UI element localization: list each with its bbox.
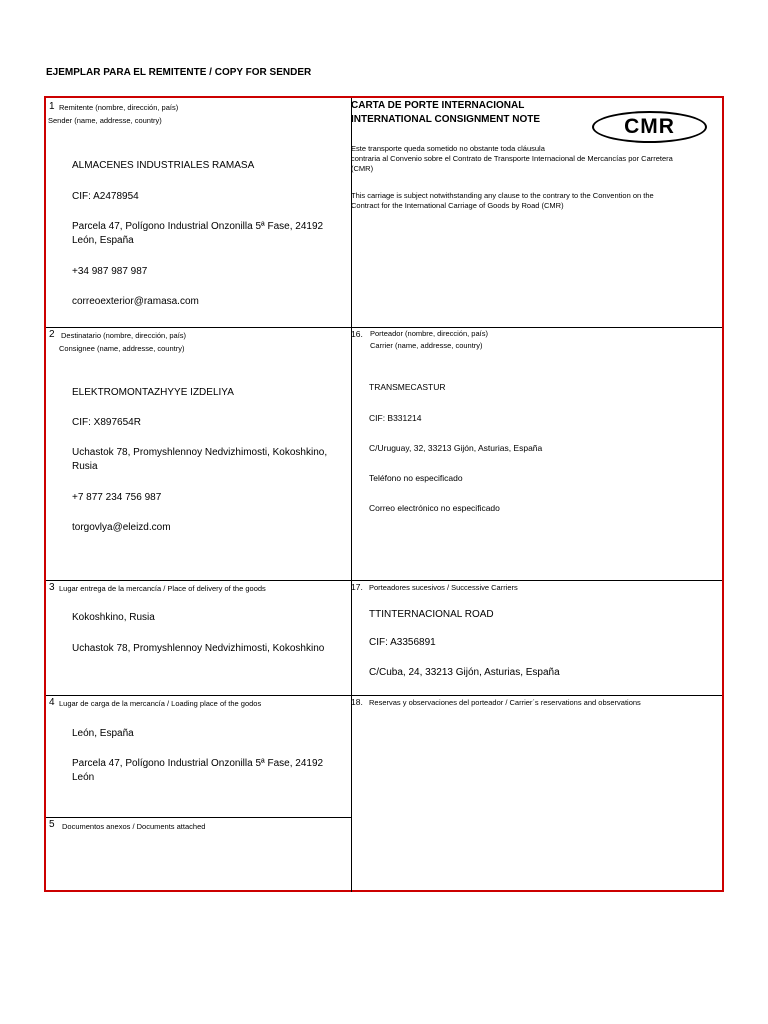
row-divider [46, 695, 722, 696]
page-header: EJEMPLAR PARA EL REMITENTE / COPY FOR SENDER [46, 67, 312, 78]
carrier-cif: CIF: B331214 [369, 413, 422, 423]
sender-address-line-1: Parcela 47, Polígono Industrial Onzonilla 5ª Fase, 24192 [72, 221, 324, 232]
loading-number: 4 [49, 697, 55, 708]
documents-number: 5 [49, 819, 55, 830]
documents-label: Documentos anexos / Documents attached [62, 822, 206, 831]
consignee-number: 2 [49, 329, 55, 340]
row-divider [46, 327, 722, 328]
reservations-number: 18. [351, 697, 363, 707]
consignee-label-es: Destinatario (nombre, dirección, país) [61, 331, 187, 340]
consignee-email: torgovlya@eleizd.com [72, 522, 171, 533]
carrier-email: Correo electrónico no especificado [369, 503, 500, 513]
consignee-address-line-1: Uchastok 78, Promyshlennoy Nedvizhimosti, Kokoshkino, [72, 447, 328, 458]
consignee-phone: +7 877 234 756 987 [72, 492, 162, 503]
delivery-label: Lugar entrega de la mercancía / Place of delivery of the goods [59, 584, 266, 593]
successive-number: 17. [351, 582, 363, 592]
carrier-address: C/Uruguay, 32, 33213 Gijón, Asturias, España [369, 443, 543, 453]
row-divider [46, 817, 351, 818]
sender-number: 1 [49, 101, 55, 112]
delivery-address: Uchastok 78, Promyshlennoy Nedvizhimosti, Kokoshkino [72, 643, 325, 654]
successive-carrier-cif: CIF: A3356891 [369, 637, 436, 648]
title-en: INTERNATIONAL CONSIGNMENT NOTE [351, 114, 541, 125]
row-divider [46, 580, 722, 581]
consignee-label-en: Consignee (name, addresse, country) [59, 344, 185, 353]
successive-label: Porteadores sucesivos / Successive Carriers [369, 583, 518, 592]
carrier-label-en: Carrier (name, addresse, country) [370, 341, 483, 350]
delivery-number: 3 [49, 582, 55, 593]
loading-label: Lugar de carga de la mercancía / Loading place of the godos [59, 699, 262, 708]
sender-label-es: Remitente (nombre, dirección, país) [59, 103, 179, 112]
successive-carrier-address: C/Cuba, 24, 33213 Gijón, Asturias, España [369, 667, 560, 678]
loading-address-line-1: Parcela 47, Polígono Industrial Onzonilla 5ª Fase, 24192 [72, 758, 324, 769]
consignee-cif: CIF: X897654R [72, 417, 141, 428]
convention-note-en-1: This carriage is subject notwithstanding any clause to the contrary to the Convention on the [351, 191, 654, 200]
cmr-form [44, 96, 724, 892]
column-divider [351, 98, 352, 892]
sender-email: correoexterior@ramasa.com [72, 296, 199, 307]
carrier-label-es: Porteador (nombre, dirección, país) [370, 329, 488, 338]
sender-address-line-2: León, España [72, 235, 134, 246]
sender-cif: CIF: A2478954 [72, 191, 139, 202]
reservations-label: Reservas y observaciones del porteador / Carrier´s reservations and observations [369, 698, 641, 707]
convention-note-en-2: Contract for the International Carriage of Goods by Road (CMR) [351, 201, 564, 210]
convention-note-es-2: contraria al Convenio sobre el Contrato de Transporte Internacional de Mercancías por Carretera [351, 154, 673, 163]
consignee-name: ELEKTROMONTAZHYYE IZDELIYA [72, 387, 234, 398]
sender-phone: +34 987 987 987 [72, 266, 148, 277]
carrier-number: 16. [351, 329, 363, 339]
carrier-phone: Teléfono no especificado [369, 473, 463, 483]
title-es: CARTA DE PORTE INTERNACIONAL [351, 100, 525, 111]
consignee-address-line-2: Rusia [72, 461, 98, 472]
carrier-name: TRANSMECASTUR [369, 382, 446, 392]
sender-label-en: Sender (name, addresse, country) [48, 116, 162, 125]
sender-name: ALMACENES INDUSTRIALES RAMASA [72, 160, 255, 171]
loading-address-line-2: León [72, 772, 95, 783]
successive-carrier-name: TTINTERNACIONAL ROAD [369, 609, 494, 620]
loading-city: León, España [72, 728, 134, 739]
convention-note-es-1: Este transporte queda sometido no obstante toda cláusula [351, 144, 545, 153]
convention-note-es-3: (CMR) [351, 164, 374, 173]
delivery-city: Kokoshkino, Rusia [72, 612, 155, 623]
cmr-logo: CMR [592, 111, 707, 143]
